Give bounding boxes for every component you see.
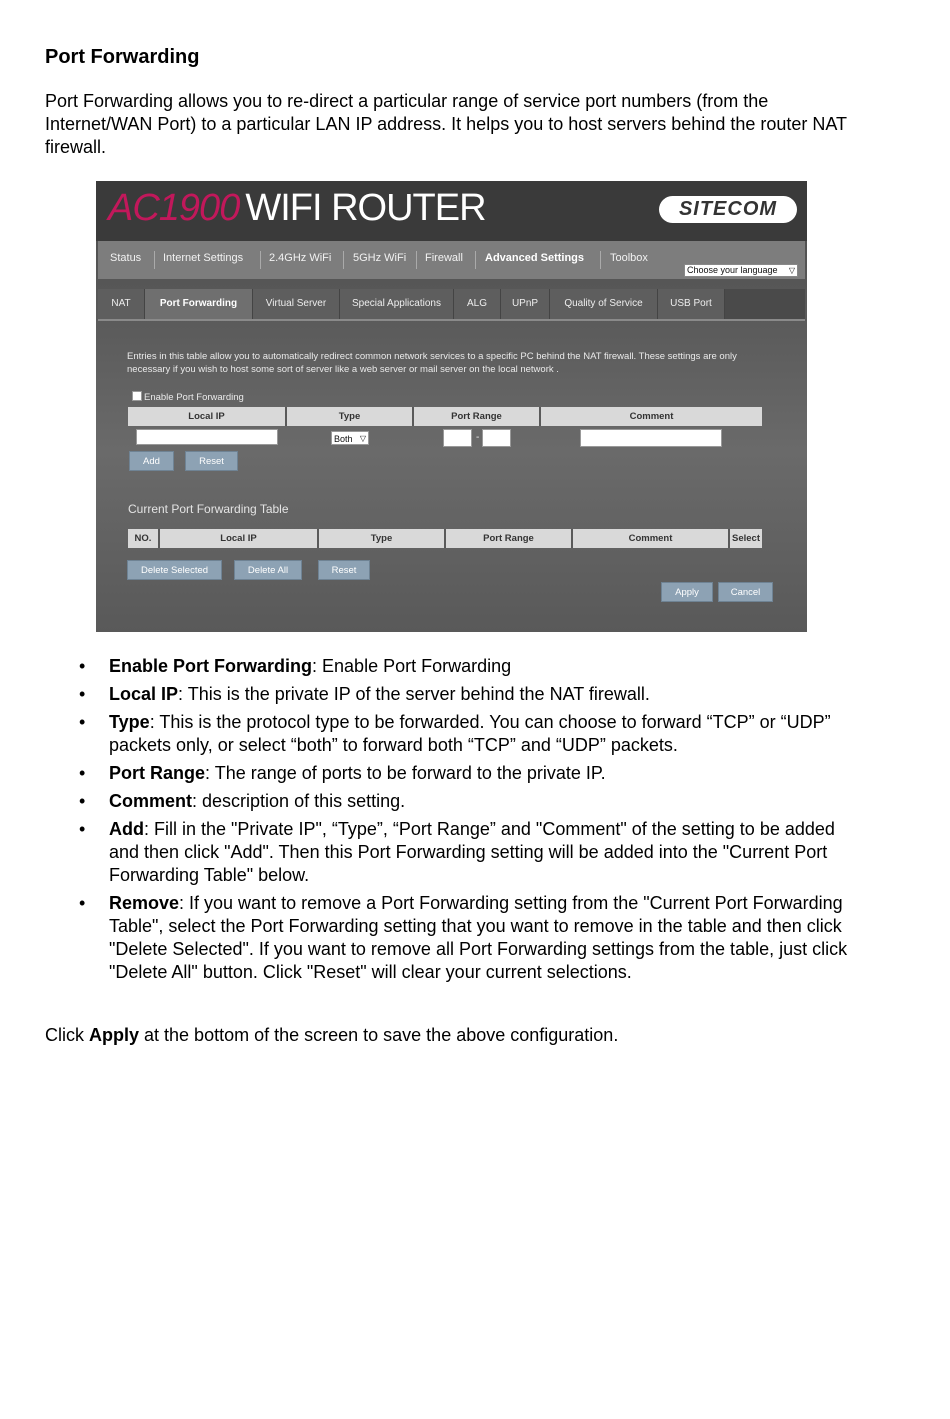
bullet-text: : description of this setting. — [192, 791, 406, 811]
router-header — [96, 181, 807, 241]
tab-nat[interactable]: NAT — [98, 289, 145, 319]
tab-upnp[interactable]: UPnP — [501, 289, 550, 319]
nav-status[interactable]: Status — [110, 252, 142, 264]
tab-special-applications[interactable]: Special Applications — [340, 289, 454, 319]
form-header-type: Type — [287, 407, 414, 426]
nav-internet-settings[interactable]: Internet Settings — [163, 252, 244, 264]
bullet-text: : This is the protocol type to be forwarded. You can choose to forward “TCP” or “UDP” packets only, or select “both” to forward both “TCP” and “UDP” packets. — [109, 712, 831, 755]
bullet-text: : The range of ports to be forward to the private IP. — [205, 763, 606, 783]
table-header-select: Select — [730, 529, 762, 548]
list-item — [79, 762, 859, 785]
nav-toolbox[interactable]: Toolbox — [610, 252, 648, 264]
port-range-dash: - — [476, 432, 480, 443]
form-header-port-range: Port Range — [414, 407, 541, 426]
bullet-icon: • — [79, 712, 86, 732]
bullet-text: : Fill in the "Private IP", “Type”, “Port Range” and "Comment" of the setting to be added and then click "Add". Then this Port Forwarding setting will be added into the "Current Port Forwarding Table" below. — [109, 819, 835, 885]
bullet-icon: • — [79, 819, 86, 839]
delete-all-button[interactable]: Delete All — [234, 560, 302, 580]
local-ip-input[interactable] — [136, 429, 278, 445]
list-item — [79, 892, 859, 984]
delete-selected-button[interactable]: Delete Selected — [127, 560, 222, 580]
intro-paragraph: Port Forwarding allows you to re-direct a particular range of service port numbers (from the Internet/WAN Port) to a particular LAN IP address. It helps you to host servers behind the router NAT firewall. — [45, 91, 847, 157]
port-range-end-input[interactable] — [482, 429, 511, 447]
form-header-local-ip: Local IP — [128, 407, 287, 426]
chevron-down-icon: ▽ — [359, 434, 366, 443]
enable-port-forwarding-checkbox[interactable] — [132, 391, 142, 401]
nav-advanced-settings[interactable]: Advanced Settings — [485, 252, 585, 264]
language-select-value: Choose your language — [687, 265, 778, 275]
nav-divider — [600, 251, 601, 269]
port-range-start-input[interactable] — [443, 429, 472, 447]
brand-name: WIFI ROUTER — [245, 187, 486, 229]
table-header-local-ip: Local IP — [160, 529, 319, 548]
bullet-term: Local IP — [109, 684, 179, 704]
sitecom-logo: SITECOM — [659, 196, 797, 223]
tab-virtual-server[interactable]: Virtual Server — [253, 289, 340, 319]
language-select[interactable] — [684, 264, 798, 277]
table-header-port-range: Port Range — [446, 529, 573, 548]
bullet-icon: • — [79, 791, 86, 811]
table-header-type: Type — [319, 529, 446, 548]
chevron-down-icon: ▽ — [788, 266, 795, 275]
footer-pre: Click — [45, 1025, 89, 1045]
bullet-term: Add — [109, 819, 144, 839]
list-item — [79, 790, 859, 813]
field-descriptions — [79, 655, 859, 989]
bullet-text: : If you want to remove a Port Forwarding setting from the "Current Port Forwarding Table", select the Port Forwarding setting that you want to remove in the table and then click "Delete Selected". If you want to remove all Port Forwarding settings from the table, just click "Delete All" button. Click "Reset" will clear your current selections. — [109, 893, 848, 982]
list-item — [79, 818, 859, 887]
sub-tabs — [98, 289, 805, 321]
bullet-icon: • — [79, 893, 86, 913]
table-header-comment: Comment — [573, 529, 730, 548]
enable-port-forwarding-row[interactable] — [132, 391, 244, 403]
router-brand — [108, 187, 486, 230]
bullet-text: : This is the private IP of the server behind the NAT firewall. — [178, 684, 650, 704]
tab-port-forwarding[interactable]: Port Forwarding — [145, 289, 253, 319]
nav-divider — [154, 251, 155, 269]
main-nav — [98, 241, 805, 279]
apply-button[interactable]: Apply — [661, 582, 713, 602]
bullet-term: Comment — [109, 791, 193, 811]
table-header-no: NO. — [128, 529, 160, 548]
cancel-button[interactable]: Cancel — [718, 582, 773, 602]
tab-alg[interactable]: ALG — [454, 289, 501, 319]
bullet-term: Remove — [109, 893, 180, 913]
table-reset-button[interactable]: Reset — [318, 560, 370, 580]
nav-divider — [416, 251, 417, 269]
footer-term: Apply — [89, 1025, 140, 1045]
bullet-text: : Enable Port Forwarding — [312, 656, 512, 676]
bullet-term: Type — [109, 712, 150, 732]
list-item — [79, 683, 859, 706]
brand-model: AC1900 — [108, 187, 240, 229]
add-button[interactable]: Add — [129, 451, 174, 471]
list-item — [79, 655, 859, 678]
list-item — [79, 711, 859, 757]
bullet-icon: • — [79, 763, 86, 783]
tab-usb-port[interactable]: USB Port — [658, 289, 725, 319]
comment-input[interactable] — [580, 429, 722, 447]
footer-post: at the bottom of the screen to save the above configuration. — [139, 1025, 619, 1045]
port-forwarding-description: Entries in this table allow you to automatically redirect common network services to a specific PC behind the NAT firewall. These settings are only necessary if you wish to host some sort of server like a web server or mail server on the local network . — [127, 351, 737, 375]
bullet-icon: • — [79, 656, 86, 676]
footer-paragraph — [45, 1024, 618, 1047]
type-select[interactable] — [331, 431, 369, 445]
current-table-title: Current Port Forwarding Table — [128, 502, 289, 516]
nav-24ghz-wifi[interactable]: 2.4GHz WiFi — [269, 252, 332, 264]
tab-quality-of-service[interactable]: Quality of Service — [550, 289, 658, 319]
form-header-comment: Comment — [541, 407, 762, 426]
enable-port-forwarding-label: Enable Port Forwarding — [144, 392, 244, 403]
type-select-value: Both — [334, 434, 353, 444]
page-title: Port Forwarding — [45, 46, 200, 68]
nav-divider — [260, 251, 261, 269]
nav-5ghz-wifi[interactable]: 5GHz WiFi — [353, 252, 407, 264]
nav-divider — [475, 251, 476, 269]
reset-button[interactable]: Reset — [185, 451, 238, 471]
bullet-term: Enable Port Forwarding — [109, 656, 313, 676]
bullet-icon: • — [79, 684, 86, 704]
nav-divider — [343, 251, 344, 269]
router-screenshot — [96, 181, 807, 632]
nav-firewall[interactable]: Firewall — [425, 252, 463, 264]
bullet-term: Port Range — [109, 763, 206, 783]
